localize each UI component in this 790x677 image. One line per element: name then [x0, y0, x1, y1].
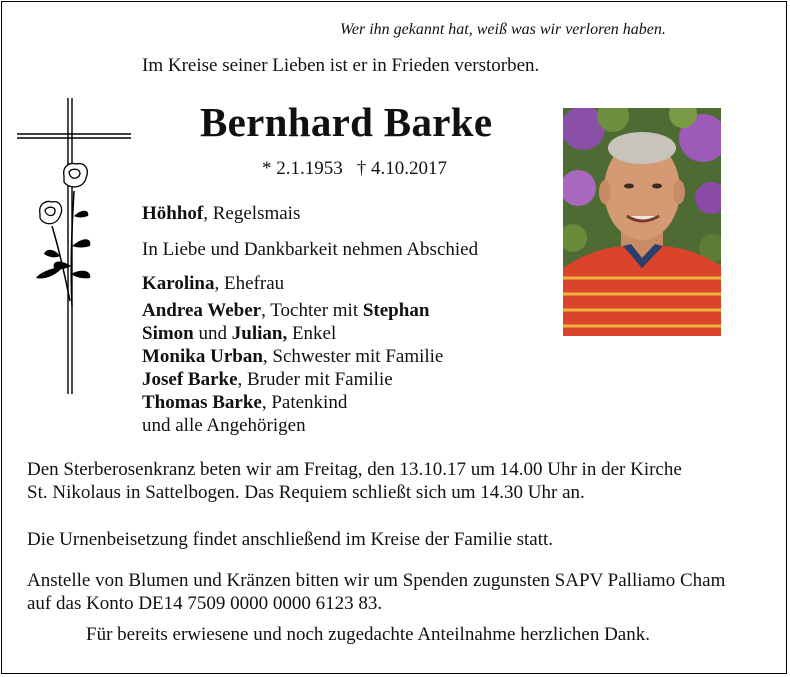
cross-with-roses-icon [14, 96, 134, 396]
urn-paragraph: Die Urnenbeisetzung findet anschließend im Kreise der Familie statt. [27, 529, 554, 550]
deceased-name: Bernhard Barke [200, 99, 493, 145]
donation-paragraph [27, 569, 725, 615]
place-rest: , Regelsmais [203, 203, 301, 224]
intro-line: Im Kreise seiner Lieben ist er in Frieden verstorben. [142, 55, 540, 76]
place-line [142, 202, 300, 225]
mourner-line: Andrea Weber, Tochter mit Stephan [142, 300, 430, 321]
motto: Wer ihn gekannt hat, weiß was wir verloren haben. [340, 21, 666, 38]
mourner-line: Monika Urban, Schwester mit Familie [142, 346, 444, 367]
rosary-paragraph [27, 458, 682, 504]
mourners-list [142, 299, 443, 437]
death-date: † 4.10.2017 [356, 158, 447, 179]
mourner-line: Simon und Julian, Enkel [142, 323, 337, 344]
life-dates [262, 158, 447, 180]
mourner-line: Thomas Barke, Patenkind [142, 392, 348, 413]
place-name: Höhhof [142, 203, 204, 224]
mourner-line: Karolina, Ehefrau [142, 273, 285, 294]
portrait-photo [563, 108, 721, 336]
donation-line: Anstelle von Blumen und Kränzen bitten wir um Spenden zugunsten SAPV Palliamo Cham [27, 570, 726, 591]
rosary-line: St. Nikolaus in Sattelbogen. Das Requiem schließt sich um 14.30 Uhr an. [27, 482, 585, 503]
birth-date: * 2.1.1953 [262, 158, 343, 179]
mourner-line: und alle Angehörigen [142, 415, 306, 436]
rosary-line: Den Sterberosenkranz beten wir am Freitag, den 13.10.17 um 14.00 Uhr in der Kirche [27, 459, 682, 480]
thanks-line: Für bereits erwiesene und noch zugedachte Anteilnahme herzlichen Dank. [86, 624, 650, 645]
donation-line: auf das Konto DE14 7509 0000 0000 6123 83. [27, 593, 383, 614]
farewell-line: In Liebe und Dankbarkeit nehmen Abschied [142, 239, 479, 260]
mourner-line: Josef Barke, Bruder mit Familie [142, 369, 393, 390]
